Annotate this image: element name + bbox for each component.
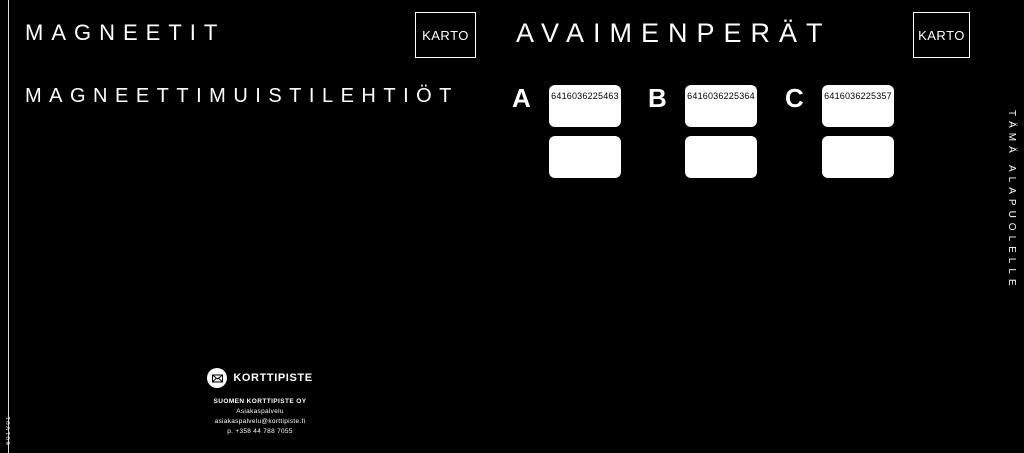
heading-keyrings: AVAIMENPERÄT [516,18,832,48]
product-label-card-c-bottom [822,136,894,178]
product-label-card-b-top [685,85,757,127]
heading-magnet-notepads: MAGNEETTIMUISTILEHTIÖT [25,85,459,107]
vertical-side-instruction: TÄMÄ ALAPUOLELLE [1006,110,1017,291]
product-code-a-bottom [549,136,621,142]
product-label-card-a-top [549,85,621,127]
product-label-card-a-bottom [549,136,621,178]
product-letter-c: C [785,83,804,113]
heading-magnets: MAGNEETIT [25,20,226,45]
karto-box-right: KARTO [913,12,970,58]
karto-box-left: KARTO [415,12,476,58]
product-code-c-top: 6416036225357 [824,91,892,101]
product-label-card-b-bottom [685,136,757,178]
product-code-b-bottom [685,136,757,142]
footer-company-name: SUOMEN KORTTIPISTE OY [213,398,307,405]
product-letter-a: A [512,83,531,113]
product-code-b-top: 6416036225364 [687,91,755,101]
logo-wordmark: KORTTIPISTE [233,372,313,384]
product-letter-b: B [648,83,667,113]
product-label-card-c-top [822,85,894,127]
footer-email: asiakaspalvelu@korttipiste.fi [214,418,306,426]
vertical-item-code: 601V01 [6,415,12,445]
footer-phone: p. +358 44 788 7055 [227,428,293,436]
logo-row [160,368,360,388]
left-border-rule [8,0,9,453]
footer-contact-details [160,397,360,437]
footer-block [160,368,360,437]
envelope-in-circle-icon [207,368,227,388]
product-code-a-top: 6416036225463 [551,91,619,101]
product-code-c-bottom [822,136,894,142]
footer-department: Asiakaspalvelu [236,408,284,416]
